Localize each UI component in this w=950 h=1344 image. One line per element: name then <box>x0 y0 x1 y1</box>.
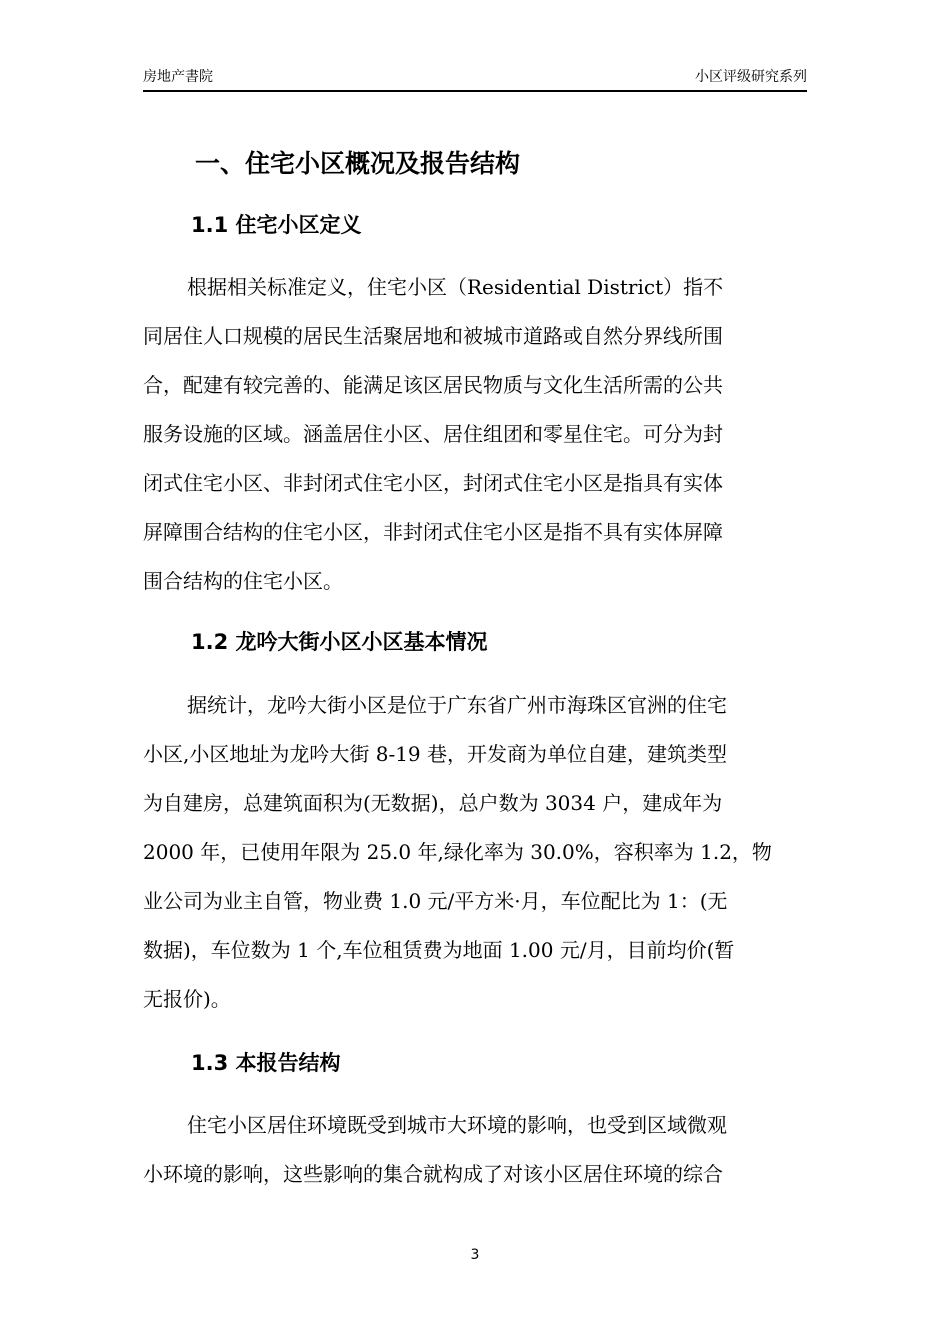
paragraph-line: 服务设施的区域。涵盖居住小区、居住组团和零星住宅。可分为封 <box>143 422 723 446</box>
paragraph-line: 据统计，龙吟大街小区是位于广东省广州市海珠区官洲的住宅 <box>187 693 727 717</box>
paragraph-line: 同居住人口规模的居民生活聚居地和被城市道路或自然分界线所围 <box>143 324 723 348</box>
paragraph-line: 屏障围合结构的住宅小区，非封闭式住宅小区是指不具有实体屏障 <box>143 520 723 544</box>
header-publisher: 房地产書院 <box>143 69 213 85</box>
page-header <box>143 66 807 92</box>
paragraph-line: 根据相关标准定义，住宅小区（Residential District）指不 <box>187 275 724 299</box>
section-paragraph-1-3 <box>143 1101 807 1199</box>
paragraph-line: 闭式住宅小区、非封闭式住宅小区，封闭式住宅小区是指具有实体 <box>143 471 723 495</box>
paragraph-line: 合，配建有较完善的、能满足该区居民物质与文化生活所需的公共 <box>143 373 723 397</box>
paragraph-line: 为自建房，总建筑面积为(无数据)，总户数为 3034 户，建成年为 <box>143 791 723 815</box>
page-number: 3 <box>470 1247 480 1263</box>
paragraph-line: 2000 年，已使用年限为 25.0 年,绿化率为 30.0%，容积率为 1.2，物 <box>143 840 772 864</box>
chapter-title: 一、住宅小区概况及报告结构 <box>195 149 521 178</box>
paragraph-line: 业公司为业主自管，物业费 1.0 元/平方米·月，车位配比为 1：(无 <box>143 889 728 913</box>
paragraph-line: 围合结构的住宅小区。 <box>143 569 343 593</box>
paragraph-line: 住宅小区居住环境既受到城市大环境的影响，也受到区域微观 <box>187 1113 727 1137</box>
paragraph-line: 数据)，车位数为 1 个,车位租赁费为地面 1.00 元/月，目前均价(暂 <box>143 938 735 962</box>
paragraph-line: 小环境的影响，这些影响的集合就构成了对该小区居住环境的综合 <box>143 1162 723 1186</box>
paragraph-line: 小区,小区地址为龙吟大街 8-19 巷，开发商为单位自建，建筑类型 <box>143 742 728 766</box>
section-paragraph-1-2 <box>143 681 807 1024</box>
section-heading-1-2: 1.2 龙吟大街小区小区基本情况 <box>191 630 488 654</box>
header-series-title: 小区评级研究系列 <box>695 69 807 85</box>
paragraph-line: 无报价)。 <box>143 987 231 1011</box>
section-heading-1-3: 1.3 本报告结构 <box>191 1051 341 1075</box>
section-heading-1-1: 1.1 住宅小区定义 <box>191 213 362 237</box>
page-content <box>143 140 807 1199</box>
section-paragraph-1-1 <box>143 263 807 606</box>
